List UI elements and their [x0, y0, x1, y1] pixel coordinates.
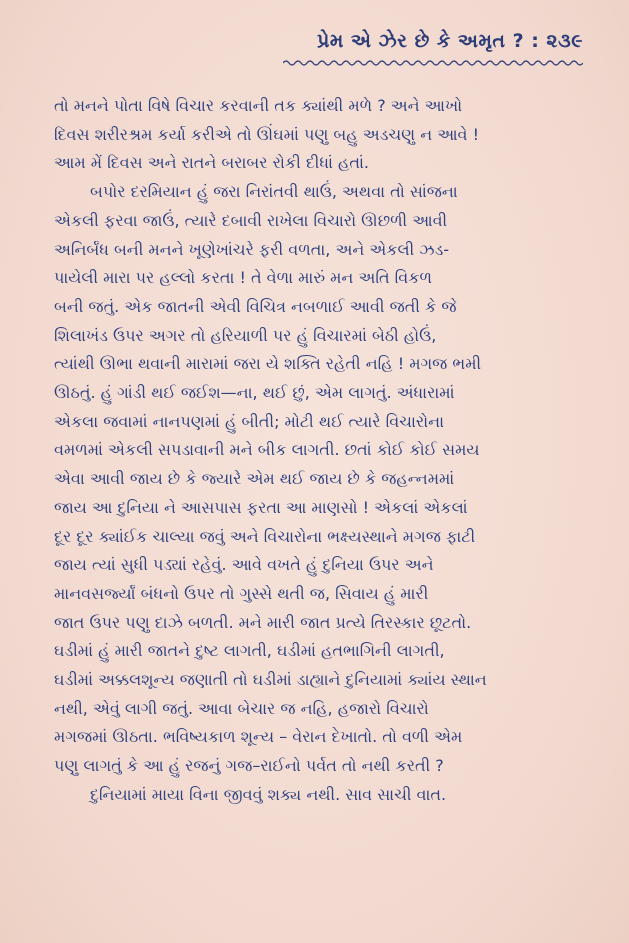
- text-line: જાત ઉપર પણુ દાઝે બળતી. મને મારી જાત પ્રત્યે તિરસ્કાર છૂટતો.: [54, 612, 472, 632]
- text-line: તો મનને પોતા વિષે વિચાર કરવાની તક ક્યાંથી મળે ? અને આખો: [54, 96, 463, 115]
- paragraph: [54, 781, 584, 810]
- text-line: જાય ત્યાં સુધી પડ્યાં રહેવું. આવે વખતે હું દુનિયા ઉપર અને: [54, 555, 434, 575]
- text-line: બની જતું. એક જાતની એવી વિચિત્ર નબળાઈ આવી જતી કે જે: [54, 296, 457, 316]
- text-line: જાય આ દુનિયા ને આસપાસ ફરતા આ માણસો ! એકલાં એકલાં: [54, 497, 468, 517]
- text-line: દૂર દૂર ક્યાંઈક ચાલ્યા જવું અને વિચારોના ભક્ષ્યસ્થાને મગજ ફાટી: [54, 526, 476, 546]
- text-line: દિવસ શરીરશ્રમ કર્યા કરીએ તો ઊંઘમાં પણુ બહુ અડચણુ ન આવે !: [54, 124, 480, 144]
- text-line: ઘડીમાં અક્કલશૂન્ય જણાતી તો ઘડીમાં ડાહ્યાને દુનિયામાં ક્યાંય સ્થાન: [54, 670, 487, 690]
- paragraph: [54, 92, 584, 178]
- text-line: પણુ લાગતું કે આ હું રજનું ગજ–રાઈનો પર્વત તો નથી કરતી ?: [54, 756, 444, 776]
- body-text: [54, 92, 584, 810]
- text-line: અનિર્બંધ બની મનને ખૂણેખાંચરે ફરી વળતા, અને એકલી ઝડ-: [54, 239, 450, 259]
- text-line: પાયેલી મારા પર હલ્લો કરતા ! તે વેળા મારું મન અતિ વિકળ: [54, 268, 432, 288]
- text-line: મગજમાં ઊઠતા. ભવિષ્યકાળ શૂન્ય – વેરાન દેખાતો. તો વળી એમ: [54, 727, 463, 747]
- text-line: શિલાખંડ ઉપર અગર તો હરિયાળી પર હું વિચારમાં બેઠી હોઉં,: [54, 325, 437, 345]
- text-line: નથી, એવું લાગી જતું. આવા બેચાર જ નહિ, હજારો વિચારો: [54, 698, 429, 718]
- text-line: એવા આવી જાય છે કે જ્યારે એમ થઈ જાય છે કે જહન્નમમાં: [54, 469, 455, 489]
- paragraph: [54, 178, 584, 781]
- text-line: માનવસર્જ્યાં બંધનો ઉપર તો ગુસ્સે થતી જ, સિવાય હું મારી: [54, 583, 429, 603]
- text-line: ત્યાંથી ઊભા થવાની મારામાં જરા યે શક્તિ રહેતી નહિ ! મગજ ભમી: [54, 354, 482, 374]
- text-line: આમ મેં દિવસ અને રાતને બરાબર રોકી દીધાં હતાં.: [54, 153, 369, 173]
- text-line: ઊઠતું. હું ગાંડી થઈ જઈશ—ના, થઈ છું, એમ લાગતું. અંધારામાં: [54, 383, 455, 403]
- text-line: એકલી ફરવા જાઉં, ત્યારે દબાવી રાખેલા વિચારો ઊછળી આવી: [54, 210, 448, 230]
- text-line: વમળમાં એકલી સપડાવાની મને બીક લાગતી. છતાં કોઈ કોઈ સમય: [54, 440, 480, 460]
- text-line: ઘડીમાં હું મારી જાતને દુષ્ટ લાગતી, ઘડીમાં હતભાગિની લાગતી,: [54, 641, 445, 661]
- running-title: પ્રેમ એ ઝેર છે કે અમૃત ? : ૨૩૯: [317, 30, 583, 52]
- text-line: બપોર દરમિયાન હું જરા નિરાંતવી થાઉં, અથવા તો સાંજના: [90, 182, 458, 202]
- page-header: [283, 30, 583, 71]
- text-line: એકલા જવામાં નાનપણમાં હું બીતી; મોટી થઈ ત્યારે વિચારોના: [54, 411, 445, 431]
- decorative-wave-rule: [283, 59, 583, 67]
- text-line: દુનિયામાં માયા વિના જીવવું શક્ય નથી. સાવ સાચી વાત.: [90, 784, 447, 804]
